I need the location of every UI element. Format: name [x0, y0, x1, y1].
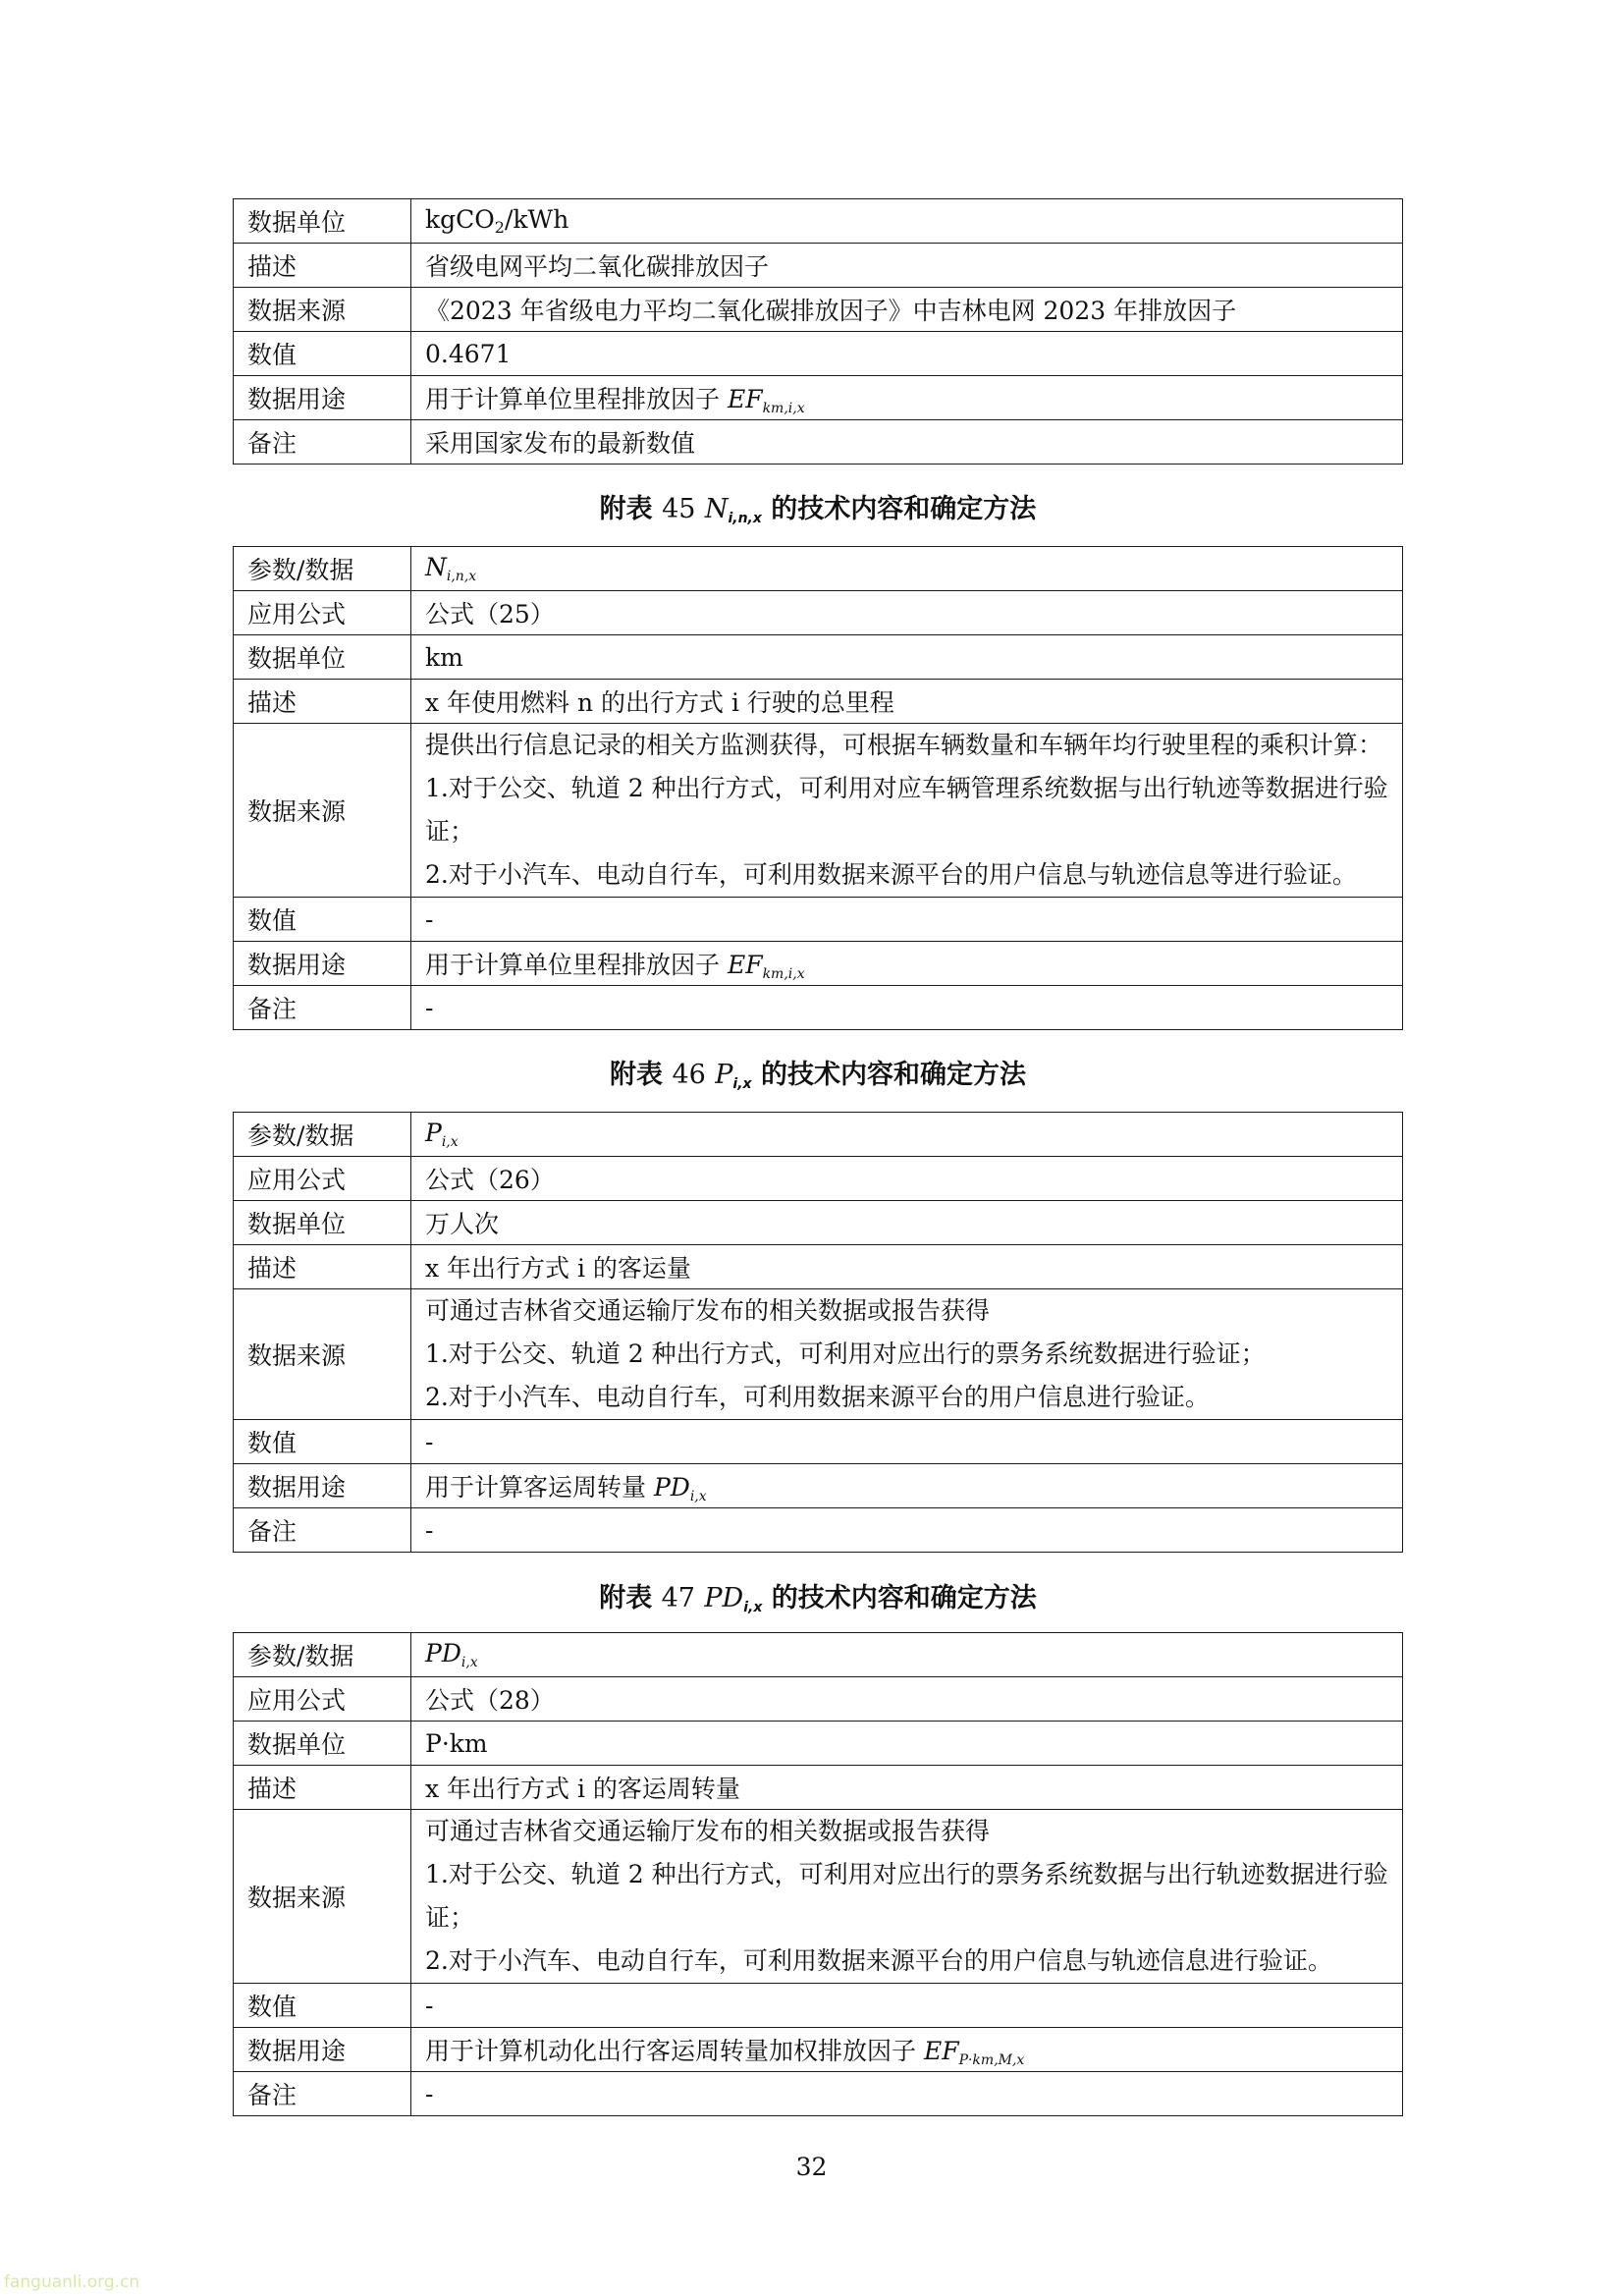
- table-row: [234, 199, 1403, 244]
- row-label: 数值: [234, 898, 411, 942]
- row-value: 用于计算单位里程排放因子 $EF_{km,i,x}$: [411, 942, 1403, 986]
- row-label: 数据单位: [234, 1722, 411, 1766]
- row-label: 描述: [234, 1245, 411, 1289]
- row-label: 数据来源: [234, 1289, 411, 1420]
- row-label: 数据来源: [234, 1810, 411, 1984]
- table-row: [234, 420, 1403, 465]
- table-row: [234, 1984, 1403, 2028]
- table-row: [234, 986, 1403, 1030]
- table-row: [234, 332, 1403, 376]
- table-45-caption: 附表 45 $N_{i,n,x}$ 的技术内容和确定方法: [599, 494, 1037, 526]
- table-row: [234, 724, 1403, 898]
- table-row: [234, 1722, 1403, 1766]
- row-value: x 年出行方式 i 的客运周转量: [411, 1766, 1403, 1810]
- row-value: -: [411, 898, 1403, 942]
- table-row: [234, 376, 1403, 420]
- table-row: [234, 1157, 1403, 1201]
- row-value: km: [411, 635, 1403, 680]
- row-value: $P_{i,x}$: [411, 1113, 1403, 1157]
- row-label: 数据用途: [234, 1464, 411, 1508]
- table-row: [234, 1289, 1403, 1420]
- row-value: -: [411, 1508, 1403, 1553]
- row-value: $PD_{i,x}$: [411, 1633, 1403, 1677]
- row-value: 《2023 年省级电力平均二氧化碳排放因子》中吉林电网 2023 年排放因子: [411, 288, 1403, 332]
- row-value: -: [411, 2072, 1403, 2116]
- row-label: 描述: [234, 244, 411, 288]
- row-label: 数据来源: [234, 288, 411, 332]
- table-row: [234, 591, 1403, 635]
- table-row: [234, 1201, 1403, 1245]
- row-label: 应用公式: [234, 1157, 411, 1201]
- row-value: 0.4671: [411, 332, 1403, 376]
- row-value: 省级电网平均二氧化碳排放因子: [411, 244, 1403, 288]
- row-value: 用于计算单位里程排放因子 $EF_{km,i,x}$: [411, 376, 1403, 420]
- table-row: [234, 244, 1403, 288]
- table-row: [234, 1677, 1403, 1722]
- row-value: 提供出行信息记录的相关方监测获得，可根据车辆数量和车辆年均行驶里程的乘积计算： 1.对于公交、轨道 2 种出行方式，可利用对应车辆管理系统数据与出行轨迹等数据进行验 证； 2.对于小汽车、电动自行车，可利用数据来源平台的用户信息与轨迹信息等进行验证。: [411, 724, 1403, 898]
- table-row: [234, 942, 1403, 986]
- table-46-caption: 附表 46 $P_{i,x}$ 的技术内容和确定方法: [610, 1060, 1026, 1092]
- row-label: 数值: [234, 1984, 411, 2028]
- watermark: fanguanli.org.cn: [4, 2272, 140, 2292]
- row-label: 参数/数据: [234, 1633, 411, 1677]
- table-row: [234, 1810, 1403, 1984]
- table-row: [234, 2072, 1403, 2116]
- row-label: 数据来源: [234, 724, 411, 898]
- row-label: 数值: [234, 1420, 411, 1464]
- page-number: 32: [795, 2153, 828, 2181]
- table-47-caption: 附表 47 $PD_{i,x}$ 的技术内容和确定方法: [599, 1583, 1037, 1615]
- row-label: 备注: [234, 420, 411, 465]
- table-45: [233, 546, 1403, 1030]
- row-value: x 年出行方式 i 的客运量: [411, 1245, 1403, 1289]
- row-label: 参数/数据: [234, 547, 411, 591]
- row-label: 数据用途: [234, 2028, 411, 2072]
- row-label: 数据用途: [234, 942, 411, 986]
- row-value: 万人次: [411, 1201, 1403, 1245]
- row-label: 数据用途: [234, 376, 411, 420]
- table-row: [234, 680, 1403, 724]
- row-value: $N_{i,n,x}$: [411, 547, 1403, 591]
- row-label: 数值: [234, 332, 411, 376]
- row-value: 采用国家发布的最新数值: [411, 420, 1403, 465]
- table-row: [234, 1766, 1403, 1810]
- row-value: P·km: [411, 1722, 1403, 1766]
- table-46: [233, 1112, 1403, 1553]
- row-value: 公式（25）: [411, 591, 1403, 635]
- row-value: -: [411, 1984, 1403, 2028]
- row-value: -: [411, 1420, 1403, 1464]
- row-label: 应用公式: [234, 1677, 411, 1722]
- row-label: 数据单位: [234, 1201, 411, 1245]
- row-label: 描述: [234, 680, 411, 724]
- row-label: 备注: [234, 1508, 411, 1553]
- row-value: kgCO$_2$/kWh: [411, 199, 1403, 244]
- row-label: 备注: [234, 2072, 411, 2116]
- row-value: 可通过吉林省交通运输厅发布的相关数据或报告获得 1.对于公交、轨道 2 种出行方式，可利用对应出行的票务系统数据进行验证； 2.对于小汽车、电动自行车，可利用数据来源平台的用户信息进行验证。: [411, 1289, 1403, 1420]
- table-row: [234, 2028, 1403, 2072]
- table-row: [234, 1508, 1403, 1553]
- table-row: [234, 1113, 1403, 1157]
- row-value: 用于计算客运周转量 $PD_{i,x}$: [411, 1464, 1403, 1508]
- table-row: [234, 547, 1403, 591]
- table-row: [234, 1464, 1403, 1508]
- table-row: [234, 1420, 1403, 1464]
- row-value: 公式（26）: [411, 1157, 1403, 1201]
- table-row: [234, 635, 1403, 680]
- table-44-continued: [233, 198, 1403, 465]
- table-row: [234, 1633, 1403, 1677]
- row-label: 数据单位: [234, 635, 411, 680]
- row-value: x 年使用燃料 n 的出行方式 i 行驶的总里程: [411, 680, 1403, 724]
- table-row: [234, 288, 1403, 332]
- row-value: 公式（28）: [411, 1677, 1403, 1722]
- row-label: 备注: [234, 986, 411, 1030]
- row-label: 参数/数据: [234, 1113, 411, 1157]
- table-row: [234, 1245, 1403, 1289]
- table-row: [234, 898, 1403, 942]
- row-label: 应用公式: [234, 591, 411, 635]
- row-label: 描述: [234, 1766, 411, 1810]
- table-47: [233, 1632, 1403, 2116]
- row-value: -: [411, 986, 1403, 1030]
- row-value: 用于计算机动化出行客运周转量加权排放因子 $EF_{P\cdot km,M,x}$: [411, 2028, 1403, 2072]
- row-label: 数据单位: [234, 199, 411, 244]
- row-value: 可通过吉林省交通运输厅发布的相关数据或报告获得 1.对于公交、轨道 2 种出行方式，可利用对应出行的票务系统数据与出行轨迹数据进行验 证； 2.对于小汽车、电动自行车，可利用数据来源平台的用户信息与轨迹信息进行验证。: [411, 1810, 1403, 1984]
